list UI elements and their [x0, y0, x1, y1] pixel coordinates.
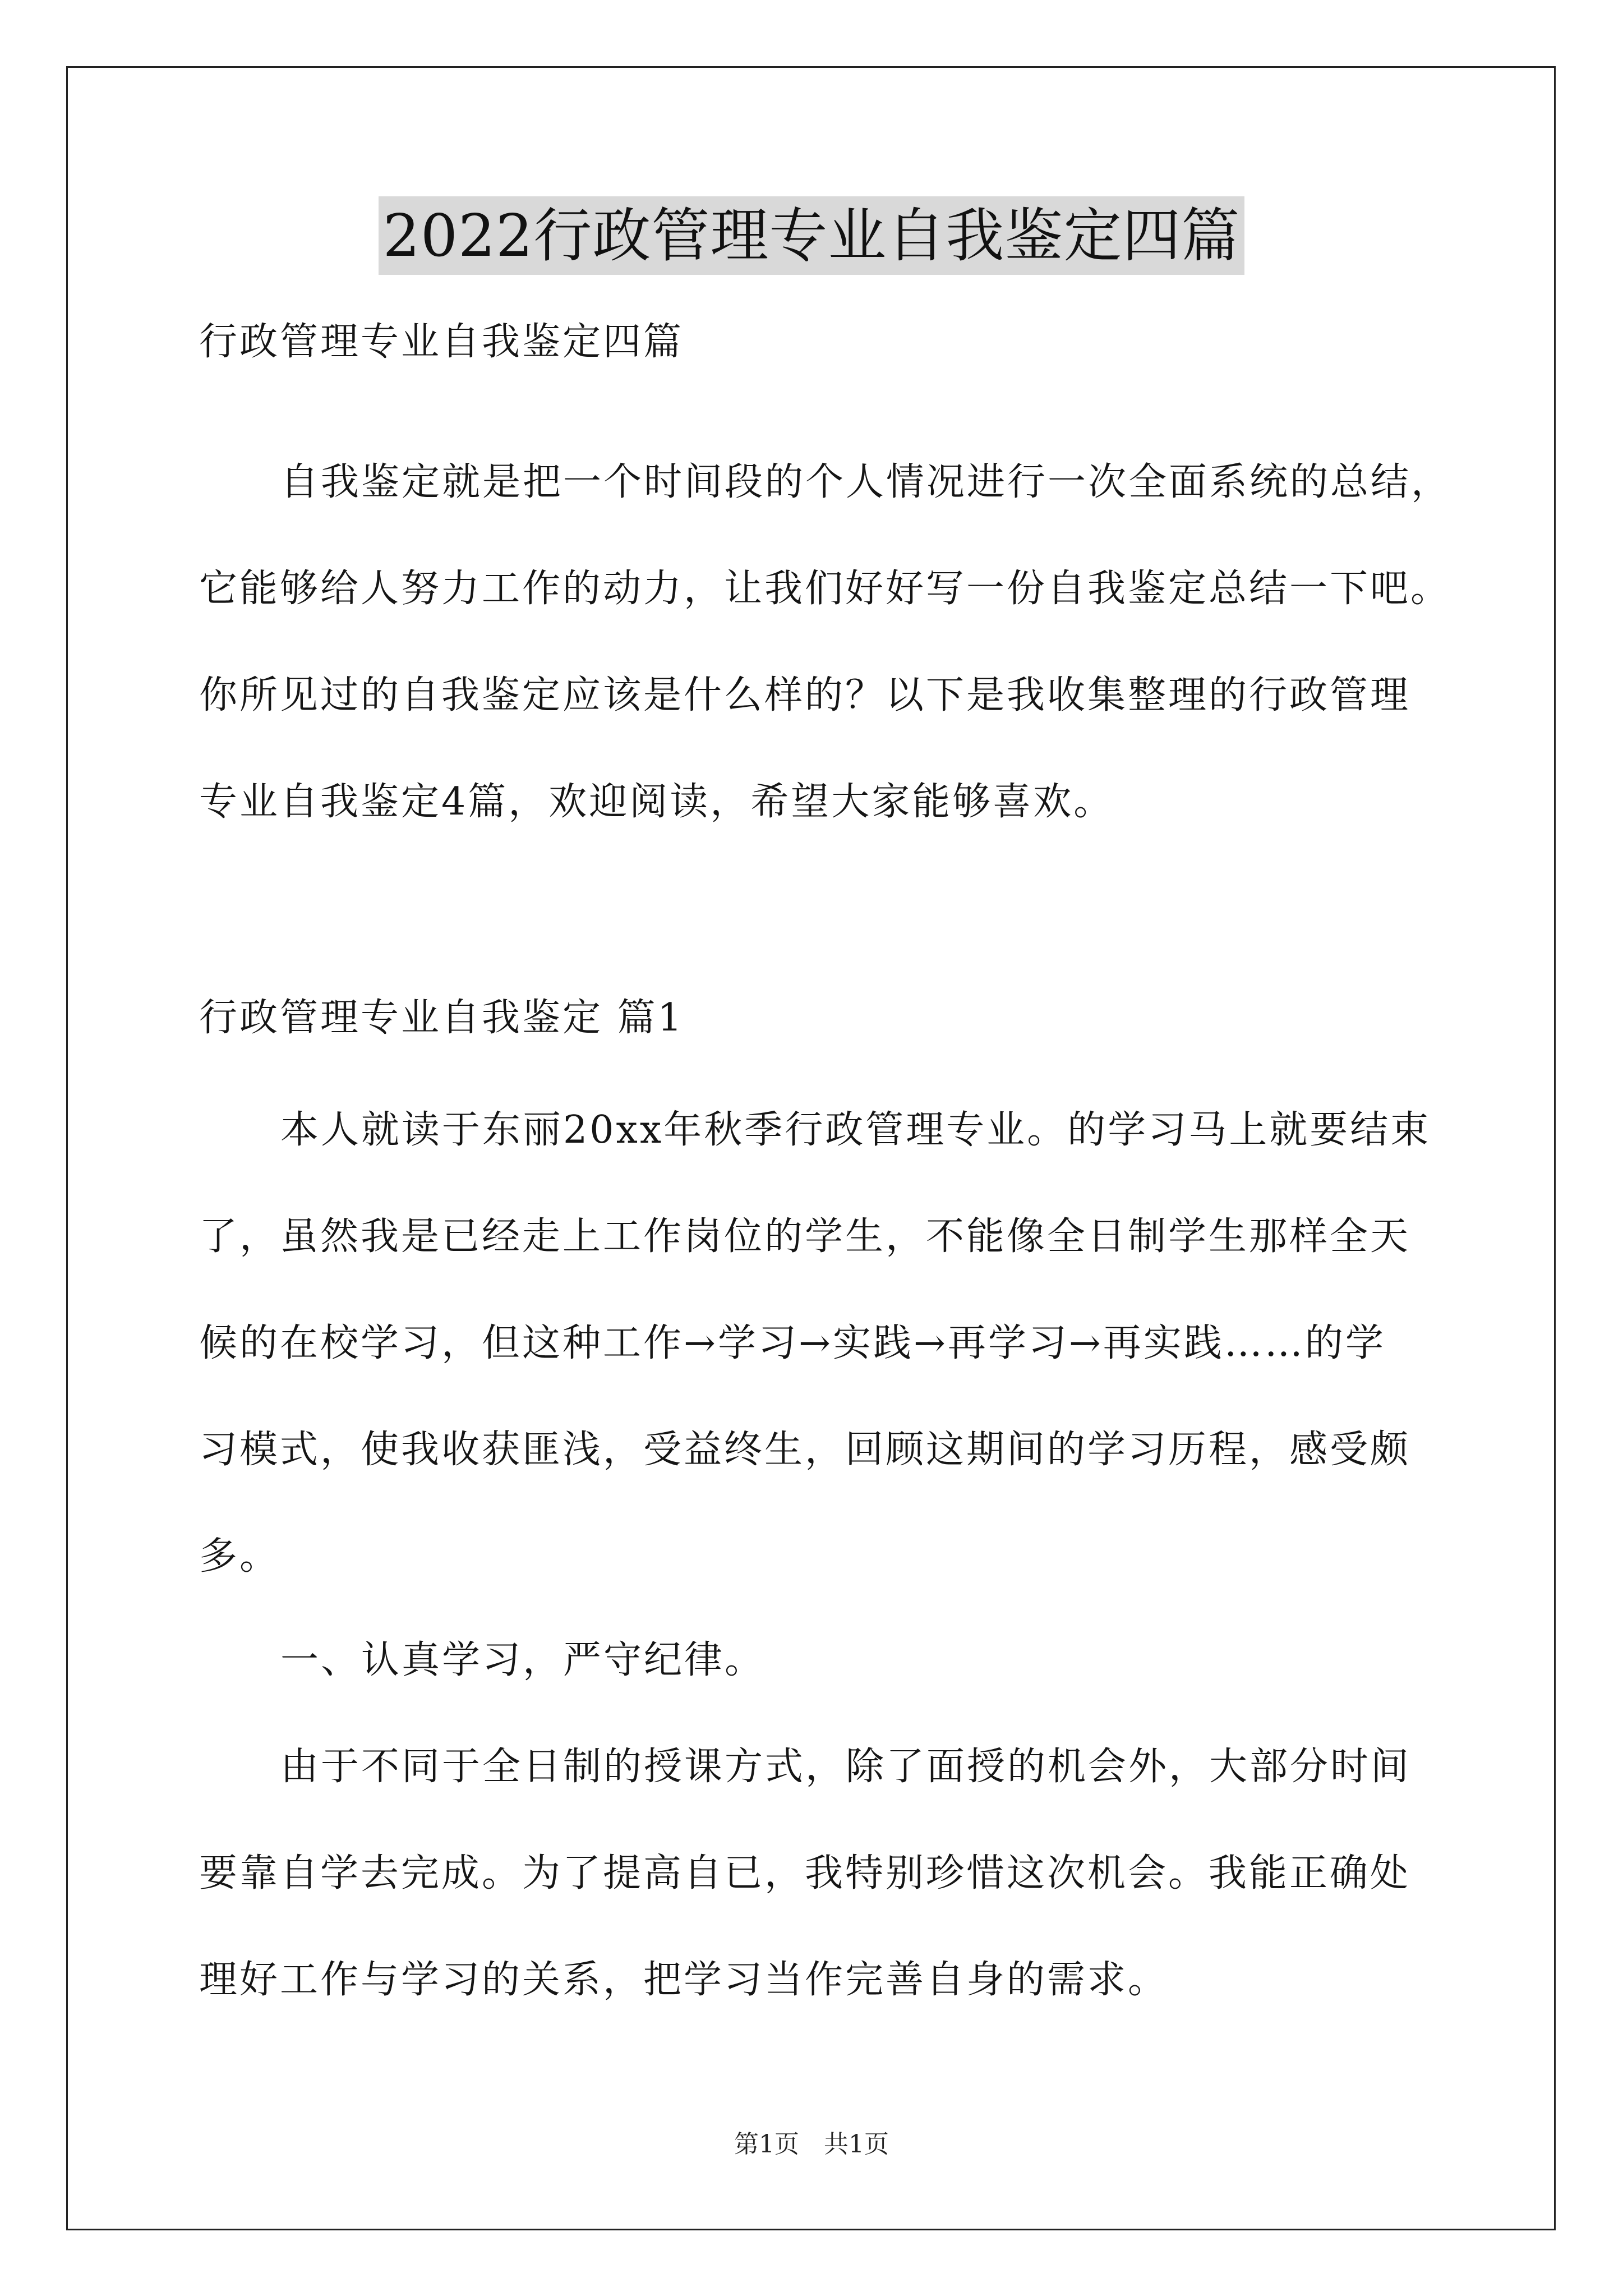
paragraph-line: 理好工作与学习的关系，把学习当作完善自身的需求。 — [199, 1958, 1169, 2002]
document-title: 2022行政管理专业自我鉴定四篇 — [379, 196, 1245, 275]
paragraph-line: 要靠自学去完成。为了提高自已，我特别珍惜这次机会。我能正确处 — [199, 1851, 1411, 1895]
paragraph-line: 它能够给人努力工作的动力，让我们好好写一份自我鉴定总结一下吧。 — [199, 567, 1451, 611]
paragraph-line: 自我鉴定就是把一个时间段的个人情况进行一次全面系统的总结， — [280, 460, 1452, 504]
paragraph-line: 候的在校学习，但这种工作→学习→实践→再学习→再实践……的学 — [199, 1321, 1386, 1365]
document-subtitle: 行政管理专业自我鉴定四篇 — [199, 320, 684, 364]
paragraph-line: 了，虽然我是已经走上工作岗位的学生，不能像全日制学生那样全天 — [199, 1214, 1411, 1259]
paragraph-line: 由于不同于全日制的授课方式，除了面授的机会外，大部分时间 — [280, 1745, 1412, 1789]
paragraph-line: 多。 — [199, 1534, 280, 1579]
paragraph-line: 专业自我鉴定4篇，欢迎阅读，希望大家能够喜欢。 — [199, 780, 1114, 824]
paragraph-line: 习模式，使我收获匪浅，受益终生，回顾这期间的学习历程，感受颇 — [199, 1428, 1411, 1472]
title-container — [0, 196, 1623, 275]
subheading: 一、认真学习，严守纪律。 — [280, 1638, 766, 1682]
section-heading: 行政管理专业自我鉴定 篇1 — [199, 996, 684, 1040]
page-footer: 第1页 共1页 — [734, 2130, 889, 2159]
paragraph-line: 本人就读于东丽20xx年秋季行政管理专业。的学习马上就要结束 — [280, 1108, 1431, 1152]
paragraph-line: 你所见过的自我鉴定应该是什么样的？以下是我收集整理的行政管理 — [199, 673, 1411, 717]
